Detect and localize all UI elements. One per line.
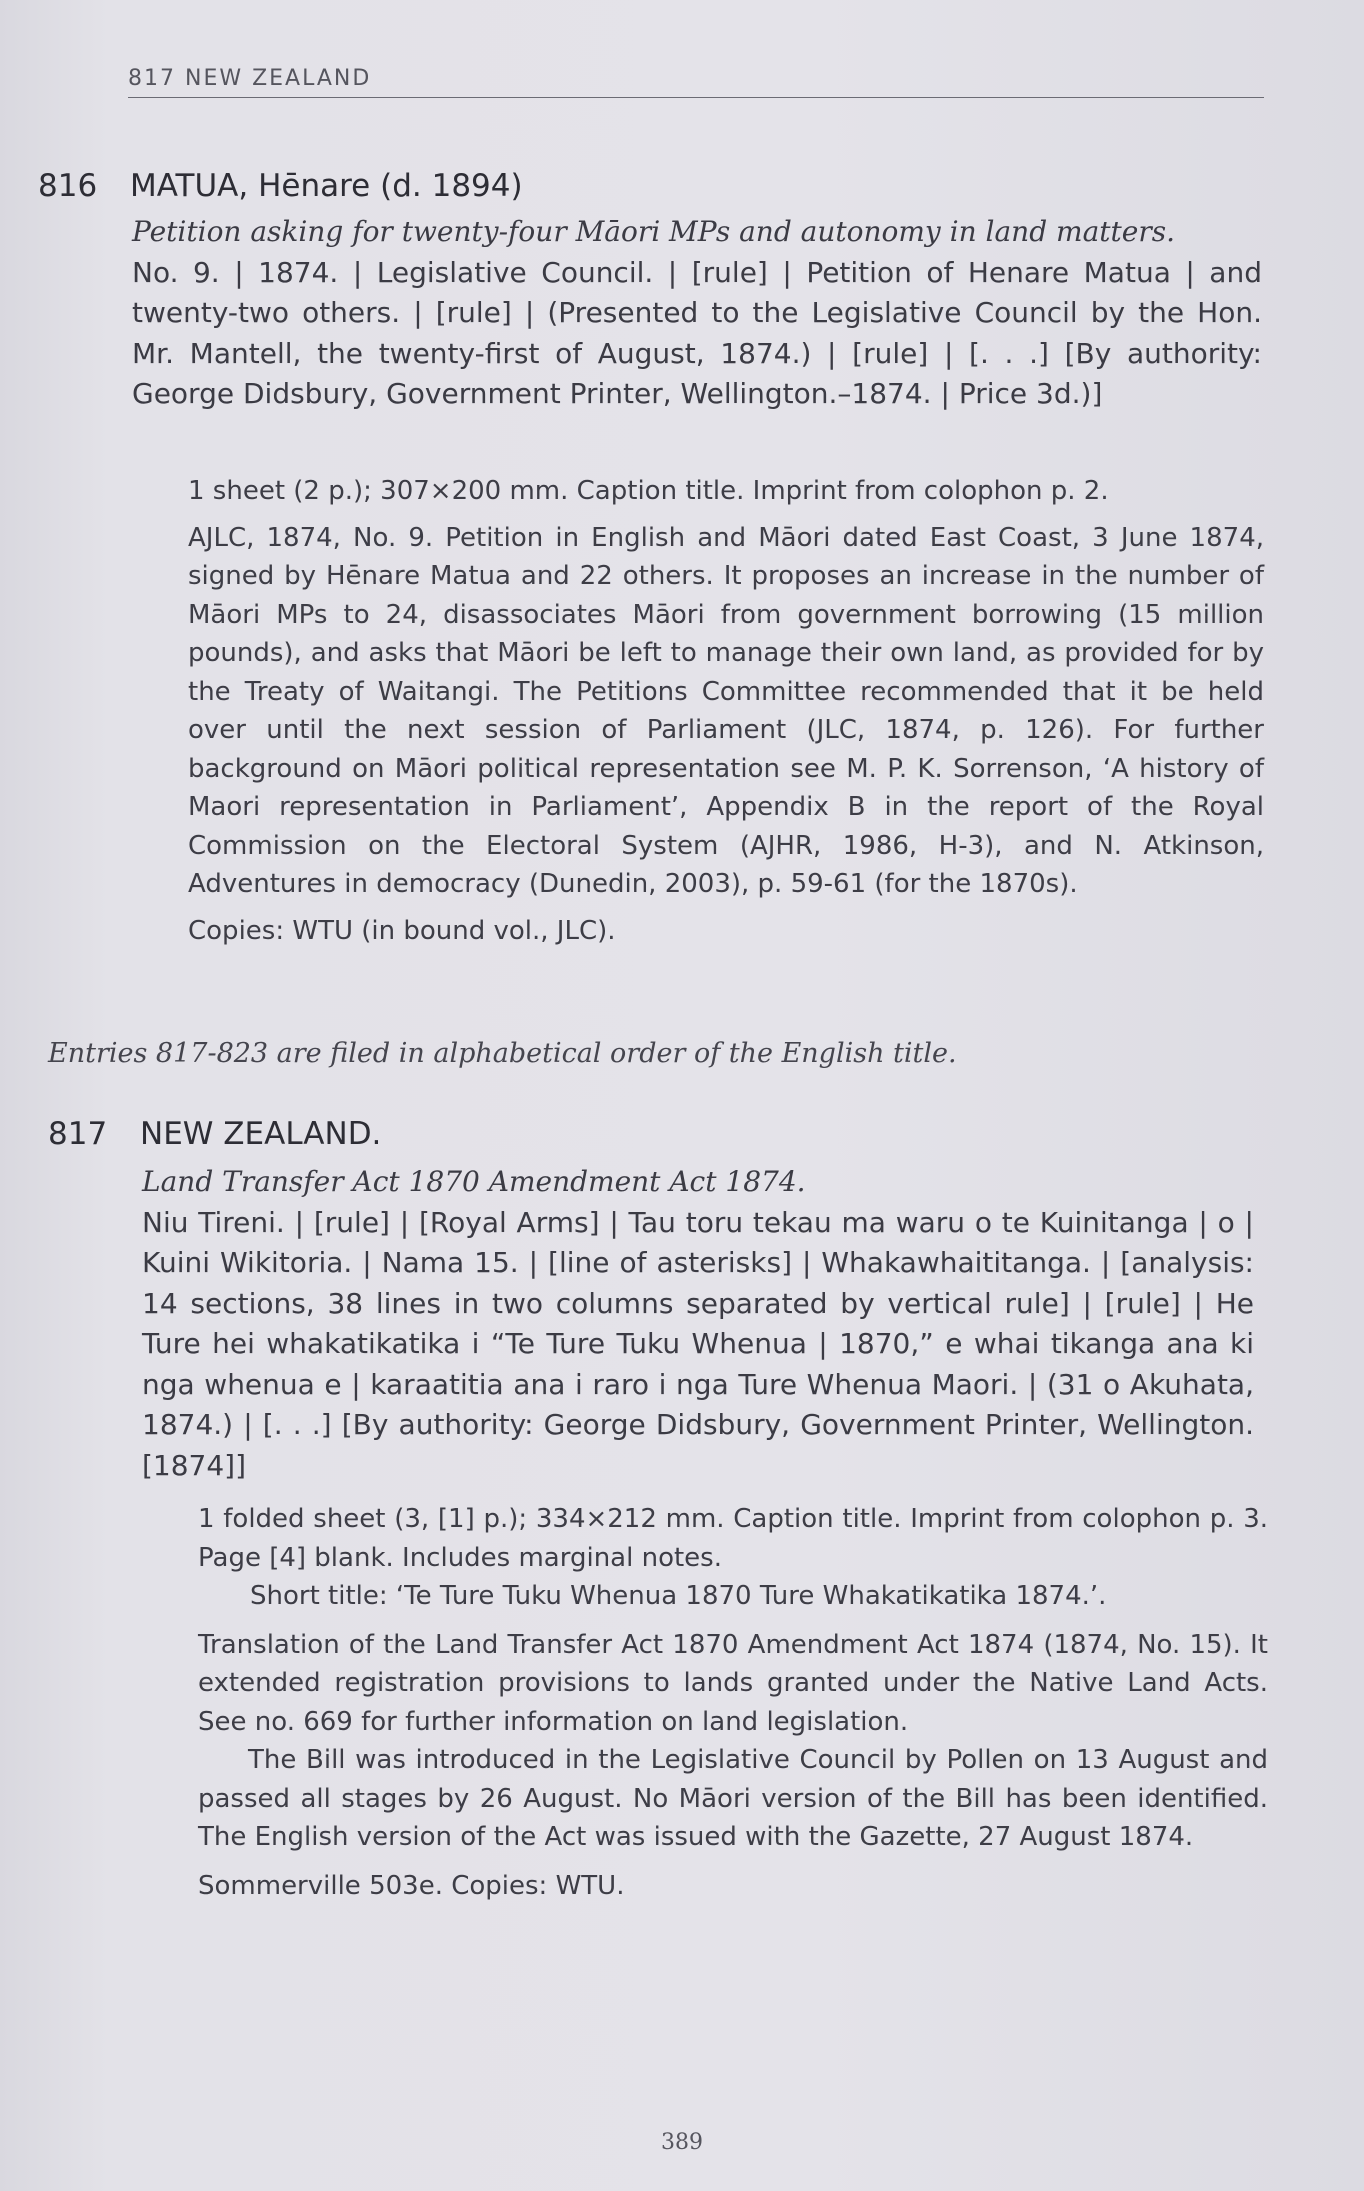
filing-note: Entries 817-823 are filed in alphabetical order of the English title. xyxy=(48,1038,957,1069)
entry-816-heading xyxy=(38,168,523,204)
running-head: 817 NEW ZEALAND xyxy=(128,66,1264,98)
entry-transcription: Niu Tireni. | [rule] | [Royal Arms] | Tau toru tekau ma waru o te Kuinitanga | o | Kuini Wikitoria. | Nama 15. | [line of asterisks] | Whakawhaititanga. | [analysis: 14 sections, 38 lines in two columns separated by vertical rule] | [rule] | He Ture hei whakatikatika i “Te Ture Tuku Whenua | 1870,” e whai tikanga ana ki nga whenua e | karaatitia ana i raro i nga Ture Whenua Maori. | (31 o Akuhata, 1874.) | [. . .] [By authority: George Didsbury, Government Printer, Wellington. [1874]] xyxy=(142,1205,1254,1482)
physical-description: 1 sheet (2 p.); 307×200 mm. Caption title. Imprint from colophon p. 2. xyxy=(188,476,1109,506)
entry-copies: Copies: WTU (in bound vol., JLC). xyxy=(188,915,616,946)
entry-transcription: No. 9. | 1874. | Legislative Council. | [rule] | Petition of Henare Matua | and twenty-two others. | [rule] | (Presented to the Legislative Council by the Hon. Mr. Mantell, the twenty-first of August, 1874.) | [rule] | [. . .] [By authority: George Didsbury, Government Printer, Wellington.–1874. | Price 3d.)] xyxy=(132,255,1262,410)
page-number: 389 xyxy=(661,2130,703,2155)
entry-note: AJLC, 1874, No. 9. Petition in English and Māori dated East Coast, 3 June 1874, signed by Hēnare Matua and 22 others. It proposes an increase in the number of Māori MPs to 24, disassociates Māori from government borrowing (15 million pounds), and asks that Māori be left to manage their own land, as provided for by the Treaty of Waitangi. The Petitions Committee recommended that it be held over until the next session of Parliament (JLC, 1874, p. 126). For further background on Māori political representation see M. P. K. Sorrenson, ‘A history of Maori representation in Parliament’, Appendix B in the report of the Royal Commission on the Electoral System (AJHR, 1986, H-3), and N. Atkinson, Adventures in democracy (Dunedin, 2003), p. 59-61 (for the 1870s). xyxy=(188,522,1264,899)
entry-816-title-block xyxy=(132,212,1262,415)
entry-817-notes xyxy=(198,1500,1268,1905)
entry-number: 816 xyxy=(38,168,98,204)
physical-description: 1 folded sheet (3, [1] p.); 334×212 mm. Caption title. Imprint from colophon p. 3. Page [4] blank. Includes marginal notes. xyxy=(198,1504,1268,1573)
entry-817-title-block xyxy=(142,1162,1254,1486)
entry-number: 817 xyxy=(48,1116,108,1152)
entry-note: Translation of the Land Transfer Act 1870 Amendment Act 1874 (1874, No. 15). It extended registration provisions to lands granted under the Native Land Acts. See no. 669 for further information on land legislation. xyxy=(198,1629,1268,1737)
entry-name: MATUA, Hēnare xyxy=(130,168,371,204)
short-title: Short title: ‘Te Ture Tuku Whenua 1870 Ture Whakatikatika 1874.’. xyxy=(250,1581,1107,1611)
entry-note-2: The Bill was introduced in the Legislative Council by Pollen on 13 August and passed all stages by 26 August. No Māori version of the Bill has been identified. The English version of the Act was issued with the Gazette, 27 August 1874. xyxy=(198,1745,1268,1852)
entry-816-notes xyxy=(188,472,1264,950)
entry-title: Land Transfer Act 1870 Amendment Act 1874. xyxy=(142,1165,806,1198)
entry-title: Petition asking for twenty-four Māori MPs and autonomy in land matters. xyxy=(132,215,1175,248)
entry-name: NEW ZEALAND. xyxy=(140,1116,382,1152)
entry-copies: Sommerville 503e. Copies: WTU. xyxy=(198,1870,625,1901)
entry-817-heading xyxy=(48,1116,381,1152)
entry-date: (d. 1894) xyxy=(380,168,523,204)
